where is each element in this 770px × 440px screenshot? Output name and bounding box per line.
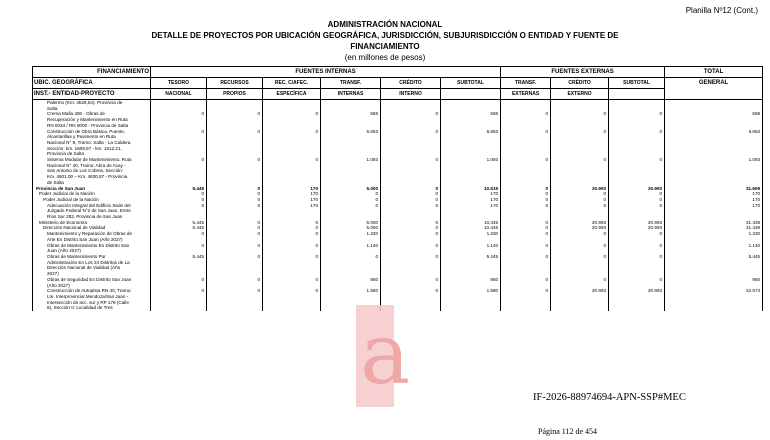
row-value: 0 — [381, 203, 441, 209]
title-detalle: DETALLE DE PROYECTOS POR UBICACIÓN GEOGRÁFICA, JURISDICCIÓN, SUBJURISDICCIÓN O ENTIDAD Y FUENTE DE — [151, 31, 619, 40]
document-id: IF-2026-88974694-APN-SSP#MEC — [533, 392, 686, 403]
header-interno: INTERNO — [381, 89, 441, 100]
row-value: 0 — [207, 277, 263, 283]
row-label: Obras de Mantenimiento En Distrito San — [33, 243, 151, 249]
row-label: San Antonio de Los Cobres, Sección: — [33, 168, 151, 174]
row-value: 0 — [207, 191, 263, 197]
row-value: 568 — [665, 111, 763, 117]
row-value: 0 — [207, 288, 263, 294]
header-transf-ext: TRANSF. — [501, 78, 551, 89]
row-value: 31.609 — [665, 186, 763, 192]
row-value — [207, 305, 263, 311]
row-label: Alcantarillas y Pavimento en Ruta — [33, 134, 151, 140]
row-label: Palermo (Km. 4526,54). Provincia de — [33, 100, 151, 106]
row-value: 1.093 — [441, 157, 501, 163]
row-label: Mantenimiento y Reparación de Obras de — [33, 231, 151, 237]
header-general: GENERAL — [665, 78, 763, 100]
row-label: de Salta — [33, 180, 151, 186]
row-value: 950 — [441, 277, 501, 283]
row-label: Sección: km. 1608,57 - km. 1612,21. — [33, 146, 151, 152]
row-value: 0 — [207, 203, 263, 209]
row-value: 170 — [665, 197, 763, 203]
row-value: 6.663 — [665, 129, 763, 135]
row-value: 0 — [263, 277, 321, 283]
row-value: 5.000 — [321, 186, 381, 192]
row-value: 0 — [151, 203, 207, 209]
header-recursos: RECURSOS — [207, 78, 263, 89]
row-value: 0 — [551, 243, 609, 249]
row-value — [551, 305, 609, 311]
row-value: 170 — [441, 203, 501, 209]
header-row-1 — [33, 67, 763, 78]
row-value: 5.445 — [151, 220, 207, 226]
header-subtotal: SUBTOTAL — [441, 78, 501, 89]
row-value: 0 — [321, 191, 381, 197]
row-value: 0 — [381, 220, 441, 226]
row-value: 170 — [263, 186, 321, 192]
row-value: 0 — [207, 111, 263, 117]
row-label: Construcción de Obra Básica, Puente, — [33, 129, 151, 135]
row-value: 0 — [263, 288, 321, 294]
row-value: 950 — [321, 277, 381, 283]
row-value: 0 — [501, 186, 551, 192]
row-value: 0 — [151, 231, 207, 237]
row-value: 0 — [381, 191, 441, 197]
row-value — [609, 305, 665, 311]
row-value: 568 — [441, 111, 501, 117]
row-value: 5.445 — [151, 254, 207, 260]
row-value: 0 — [501, 197, 551, 203]
row-value: 10.445 — [441, 220, 501, 226]
row-value: 31.439 — [665, 220, 763, 226]
row-value: 0 — [321, 197, 381, 203]
row-label: Ministerio de Economía — [33, 220, 151, 226]
row-value: 0 — [501, 225, 551, 231]
row-value: 0 — [501, 129, 551, 135]
row-value: 1.580 — [441, 288, 501, 294]
row-label: Salta — [33, 106, 151, 112]
row-value: 0 — [207, 220, 263, 226]
header-fuentes-externas: FUENTES EXTERNAS — [501, 67, 665, 78]
row-label: Obras de Mantenimiento Por — [33, 254, 151, 260]
row-value: 1.140 — [441, 243, 501, 249]
row-label: Adecuación Integral del Edificio Sede del — [33, 203, 151, 209]
row-value: 1.330 — [321, 231, 381, 237]
row-label: Construcción de Autopista RN 40, Tramo: — [33, 288, 151, 294]
row-value: 0 — [609, 231, 665, 237]
row-value: 20.993 — [609, 186, 665, 192]
row-label: Poder Judicial de la Nación — [33, 197, 151, 203]
row-value: 170 — [665, 191, 763, 197]
row-value: 0 — [381, 231, 441, 237]
row-value: 20.993 — [609, 288, 665, 294]
row-value: 0 — [151, 243, 207, 249]
row-value: 170 — [441, 197, 501, 203]
row-value: 0 — [381, 111, 441, 117]
row-value: 0 — [609, 191, 665, 197]
row-value: 22.573 — [665, 288, 763, 294]
header-row-2 — [33, 78, 763, 89]
header-subtotal-ext-blank — [609, 89, 665, 100]
row-value: 5.445 — [151, 186, 207, 192]
row-value: 5.445 — [441, 254, 501, 260]
row-value: 0 — [151, 277, 207, 283]
row-value: 0 — [501, 203, 551, 209]
row-value: 0 — [263, 129, 321, 135]
row-value: 0 — [263, 111, 321, 117]
row-value: 0 — [381, 277, 441, 283]
row-value: 0 — [263, 243, 321, 249]
header-institucion: INST.- ENTIDAD-PROYECTO — [33, 89, 151, 100]
row-value: 0 — [151, 191, 207, 197]
header-propios: PROPIOS — [207, 89, 263, 100]
row-value: 0 — [321, 254, 381, 260]
table-body — [33, 100, 763, 312]
row-value: 1.093 — [321, 157, 381, 163]
row-value: 170 — [263, 197, 321, 203]
row-value: 0 — [609, 203, 665, 209]
row-value: 5.000 — [321, 225, 381, 231]
projects-table — [32, 66, 763, 311]
row-value — [441, 305, 501, 311]
row-value: 0 — [609, 243, 665, 249]
row-value — [501, 305, 551, 311]
row-value: 0 — [551, 254, 609, 260]
row-value: 0 — [381, 157, 441, 163]
row-label: (Año 2027) — [33, 283, 151, 289]
row-label: Nacional N° 40, Tramo: Abra de Acay - — [33, 163, 151, 169]
row-label: 8), Sección II: Localidad de Tres — [33, 305, 151, 311]
row-value: 0 — [501, 254, 551, 260]
row-value — [151, 305, 207, 311]
row-value: 0 — [321, 203, 381, 209]
row-label: Sistema Modular de Mantenimiento, Ruta — [33, 157, 151, 163]
row-value: 0 — [381, 129, 441, 135]
row-value: 1.580 — [321, 288, 381, 294]
row-label: Recuperación y Mantenimiento en Ruta — [33, 117, 151, 123]
header-nacional: NACIONAL — [151, 89, 207, 100]
row-value: 0 — [263, 225, 321, 231]
row-value: 20.993 — [609, 225, 665, 231]
header-externo: EXTERNO — [551, 89, 609, 100]
row-value: 20.993 — [551, 186, 609, 192]
row-value: 0 — [151, 197, 207, 203]
title-financiamiento: FINANCIAMIENTO — [350, 42, 420, 51]
row-value: 0 — [551, 191, 609, 197]
row-value: 0 — [207, 186, 263, 192]
title-administracion: ADMINISTRACIÓN NACIONAL — [327, 20, 443, 29]
row-value: 0 — [207, 129, 263, 135]
row-value: 568 — [321, 111, 381, 117]
row-value: 0 — [381, 186, 441, 192]
row-value: 0 — [501, 231, 551, 237]
header-subtotal-ext: SUBTOTAL — [609, 78, 665, 89]
row-label: Arte En Distrito San Juan (Año 2027) — [33, 237, 151, 243]
row-value: 1.140 — [321, 243, 381, 249]
header-total: TOTAL — [665, 67, 763, 78]
row-value: 5.000 — [321, 220, 381, 226]
row-value: 0 — [501, 157, 551, 163]
row-value: 31.439 — [665, 225, 763, 231]
row-label: Crema Malla 406 - Obras de — [33, 111, 151, 117]
subtitle-units: (en millones de pesos) — [344, 53, 426, 62]
row-value: 0 — [263, 231, 321, 237]
row-value: 0 — [609, 197, 665, 203]
row-label: Intersección de acc. sur y RP 179 (Calle — [33, 300, 151, 306]
row-value: 1.093 — [665, 157, 763, 163]
row-value: 170 — [665, 203, 763, 209]
row-value: 5.445 — [151, 225, 207, 231]
row-value: 0 — [609, 129, 665, 135]
row-value — [263, 305, 321, 311]
header-tesoro: TESORO — [151, 78, 207, 89]
row-value: 170 — [263, 203, 321, 209]
row-value: 0 — [551, 277, 609, 283]
row-value: 1.330 — [665, 231, 763, 237]
header-especifica: ESPECÍFICA — [263, 89, 321, 100]
row-value: 0 — [551, 203, 609, 209]
row-value: 0 — [207, 254, 263, 260]
row-label: 2027) — [33, 271, 151, 277]
row-value: 0 — [551, 111, 609, 117]
row-value: 0 — [381, 243, 441, 249]
row-value: 170 — [441, 191, 501, 197]
row-value: 0 — [381, 225, 441, 231]
row-label: Obras de Seguridad En Distrito San Juan — [33, 277, 151, 283]
row-value: 0 — [381, 197, 441, 203]
row-value: 10.615 — [441, 186, 501, 192]
row-value: 1.140 — [665, 243, 763, 249]
row-value: 0 — [501, 288, 551, 294]
row-value: 0 — [609, 111, 665, 117]
header-rec-afec: REC. C/AFEC. — [263, 78, 321, 89]
row-value: 0 — [501, 191, 551, 197]
row-label: Juzgado Federal N°2 de San Juan, Entre — [33, 208, 151, 214]
row-value: 0 — [207, 197, 263, 203]
row-value: 950 — [665, 277, 763, 283]
row-value: 20.993 — [551, 225, 609, 231]
header-externas: EXTERNAS — [501, 89, 551, 100]
row-value: 0 — [551, 129, 609, 135]
row-value: 0 — [263, 220, 321, 226]
row-value: 6.663 — [321, 129, 381, 135]
row-value: 0 — [609, 157, 665, 163]
row-label: Dirección Nacional de Vialidad — [33, 225, 151, 231]
row-value: 0 — [501, 243, 551, 249]
row-value: 0 — [501, 111, 551, 117]
row-label: Provincia de Salta — [33, 151, 151, 157]
row-value: 0 — [501, 220, 551, 226]
row-label: Juan (Año 2027) — [33, 248, 151, 254]
row-value: 20.993 — [551, 288, 609, 294]
row-value: 6.663 — [441, 129, 501, 135]
row-value: 0 — [609, 277, 665, 283]
row-value: 0 — [207, 157, 263, 163]
row-label: Lte. Interprovincial Mendoza/San Juan - — [33, 294, 151, 300]
row-value: 0 — [551, 231, 609, 237]
header-ubicacion: UBIC. GEOGRÁFICA — [33, 78, 151, 89]
header-financiamiento: FINANCIAMIENTO — [33, 67, 151, 78]
row-value: 0 — [151, 157, 207, 163]
row-value: 0 — [207, 225, 263, 231]
header-credito-ext: CRÉDITO — [551, 78, 609, 89]
row-value: 0 — [207, 231, 263, 237]
row-value: 170 — [263, 191, 321, 197]
row-value: 0 — [551, 157, 609, 163]
row-value: 0 — [381, 254, 441, 260]
header-internas: INTERNAS — [321, 89, 381, 100]
header-row-3 — [33, 89, 763, 100]
header-credito: CRÉDITO — [381, 78, 441, 89]
row-value: 0 — [381, 288, 441, 294]
header-transf: TRANSF. — [321, 78, 381, 89]
row-value: 0 — [263, 254, 321, 260]
row-label: Nacional N° 9, Tramo: Salta - La Caldera, — [33, 140, 151, 146]
row-value: 0 — [263, 157, 321, 163]
row-value: 10.445 — [441, 225, 501, 231]
row-value: 0 — [207, 243, 263, 249]
row-label: Dirección Nacional de Vialidad (Año — [33, 265, 151, 271]
page-number: Página 112 de 454 — [538, 427, 598, 436]
row-value: 5.445 — [665, 254, 763, 260]
row-value: 0 — [501, 277, 551, 283]
planilla-label: Planilla Nº12 (Cont.) — [685, 6, 758, 15]
row-label: Ríos Sur 282, Provincia de San Juan — [33, 214, 151, 220]
row-label: Poder Judicial de la Nación — [33, 191, 151, 197]
row-value — [665, 305, 763, 311]
row-label: Administración En Los 24 Distritos de La — [33, 260, 151, 266]
row-value: 0 — [609, 254, 665, 260]
row-label: RN 0034 / RN 0000 - Provincia de Salta — [33, 123, 151, 129]
row-label: Provincia de San Juan — [33, 186, 151, 192]
header-subtotal-blank — [441, 89, 501, 100]
watermark-letter: a — [360, 305, 411, 403]
row-value: 1.330 — [441, 231, 501, 237]
row-value: 20.993 — [609, 220, 665, 226]
row-value: 0 — [151, 129, 207, 135]
document-titles — [0, 19, 770, 63]
row-value: 0 — [551, 197, 609, 203]
row-value: 0 — [151, 288, 207, 294]
row-label: Km. 4601,00 – Km. 4630,87 - Provincia — [33, 174, 151, 180]
row-value: 0 — [151, 111, 207, 117]
header-fuentes-internas: FUENTES INTERNAS — [151, 67, 501, 78]
row-value: 20.993 — [551, 220, 609, 226]
